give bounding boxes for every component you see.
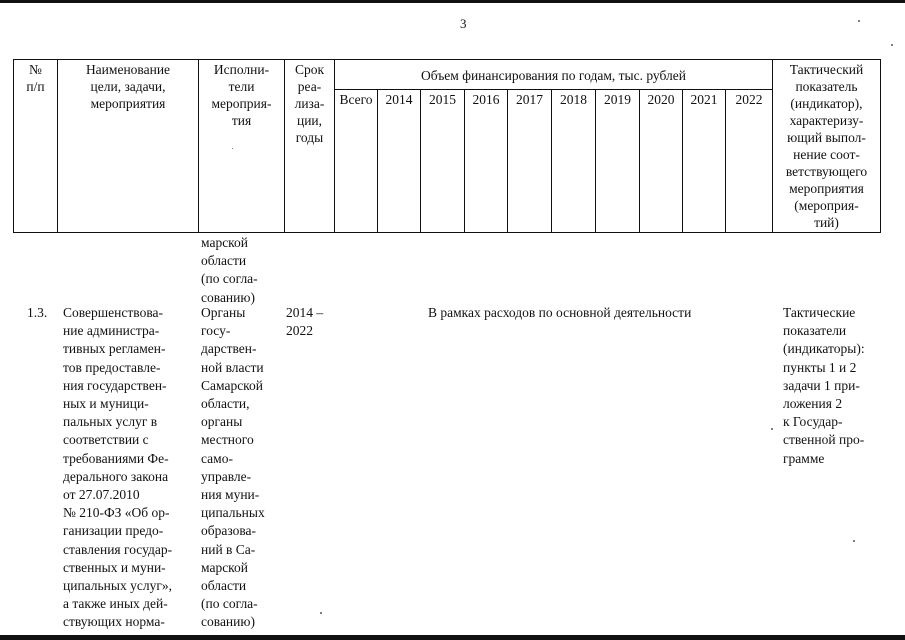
header-financing: Объем финансирования по годам, тыс. рублей	[335, 60, 773, 90]
header-year: 2020	[640, 90, 683, 233]
header-term: Срок реа- лиза- ции, годы	[285, 60, 335, 233]
row-indicator: Тактические показатели (индикаторы): пункты 1 и 2 задачи 1 при- ложения 2 к Государ- ственной про- грамме	[783, 305, 865, 466]
header-name: Наименование цели, задачи, мероприятия	[58, 60, 199, 233]
header-year: 2015	[421, 90, 465, 233]
header-year: 2014	[378, 90, 421, 233]
header-executors: Исполни- тели мероприя- тия	[199, 60, 285, 233]
header-indicator: Тактический показатель (индикатор), характеризу- ющий выпол- нение соот- ветствующего мероприятия (мероприя- тий)	[773, 60, 881, 233]
header-year: 2018	[552, 90, 596, 233]
page-number: 3	[460, 16, 467, 31]
scan-speck	[232, 148, 233, 149]
scan-speck	[891, 44, 893, 46]
row-executors: Органы госу- дарствен- ной власти Самарской области, органы местного само- управле- ния муни- ципальных образова- ний в Са- марской области (по согла- сованию)	[201, 305, 265, 630]
scan-speck	[858, 20, 860, 22]
header-year: 2016	[465, 90, 508, 233]
header-year: 2022	[726, 90, 773, 233]
scan-speck	[771, 428, 773, 430]
table-header	[13, 59, 881, 233]
header-year: 2021	[683, 90, 726, 233]
header-num: № п/п	[14, 60, 58, 233]
row-financing: В рамках расходов по основной деятельности	[428, 305, 692, 320]
scan-speck	[853, 540, 855, 542]
continued-executors-text: марской области (по согла- сованию)	[201, 235, 258, 305]
row-name: Совершенствова- ние администра- тивных регламен- тов предоставле- ния государствен- ных и муници- пальных услуг в соответствии с требованиями Фе- дерального закона от 27.07.2010 № 210-ФЗ «Об ор- ганизации предо- ставления государ- ственных и муни- ципальных услуг», а также иных дей- ствующих норма-	[63, 305, 173, 630]
header-year: 2019	[596, 90, 640, 233]
row-number: 1.3.	[27, 305, 48, 320]
scan-speck	[320, 612, 322, 614]
header-total: Всего	[335, 90, 378, 233]
row-term: 2014 – 2022	[286, 305, 324, 339]
bottom-scan-border	[0, 635, 905, 640]
top-scan-border	[0, 0, 905, 3]
header-year: 2017	[508, 90, 552, 233]
